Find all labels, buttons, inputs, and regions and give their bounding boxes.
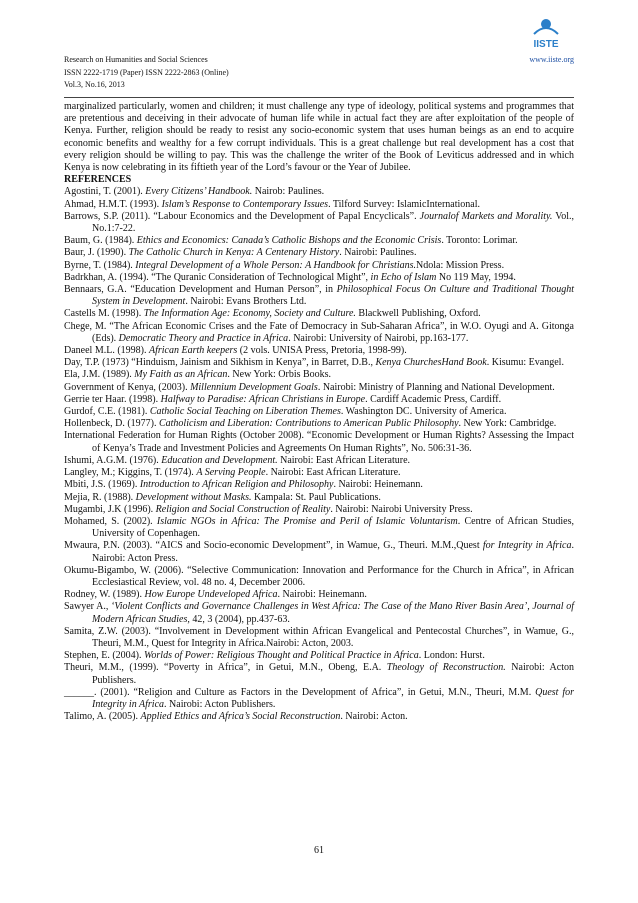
references-heading: REFERENCES — [64, 174, 132, 186]
reference-text: ______. (2001). “Religion and Culture as Factors in the Development of Africa”, in Getui, M.N., Theuri, M.M. — [64, 686, 536, 698]
reference-title: in Echo of Islam — [370, 271, 437, 283]
reference-entry — [64, 467, 574, 479]
journal-issn: ISSN 2222-1719 (Paper) ISSN 2222-2863 (Online) — [64, 67, 229, 77]
reference-text: Theuri, M.M., (1999). “Poverty in Africa”, in Getui, M.N., Obeng, E.A. — [64, 662, 387, 674]
page-number: 61 — [314, 845, 324, 856]
reference-entry — [64, 418, 574, 430]
reference-title: The Catholic Church in Kenya: A Centenary History — [128, 247, 340, 259]
reference-title: Worlds of Power: Religious Thought and Political Practice in Africa — [144, 650, 419, 662]
reference-text: Talimo, A. (2005). — [64, 711, 141, 723]
reference-text: Byrne, T. (1984). — [64, 259, 136, 271]
reference-title: Integral Development of a Whole Person: A Handbook for Christians. — [135, 259, 417, 271]
reference-entry — [64, 211, 574, 235]
reference-entry — [64, 247, 574, 259]
reference-text: Ishumi, A.G.M. (1976). — [64, 454, 162, 466]
reference-entry — [64, 540, 574, 564]
reference-text: Sawyer A., — [64, 601, 112, 613]
reference-text: . Nairobi: Acton. — [340, 711, 408, 723]
reference-text: Bennaars, G.A. “Education Development and Human Person”, in — [64, 284, 337, 296]
page-header — [64, 54, 574, 92]
reference-text: Nairobi: East African Literature. — [277, 454, 411, 466]
reference-entry — [64, 662, 574, 686]
reference-entry — [64, 186, 574, 198]
reference-entry — [64, 626, 574, 650]
reference-text: Kampala: St. Paul Publications. — [251, 491, 381, 503]
reference-entry — [64, 455, 574, 467]
reference-text: . Nairobi: East African Literature. — [265, 467, 401, 479]
reference-title: Quest for Integrity in Africa — [92, 686, 574, 710]
page-body — [64, 101, 574, 723]
reference-entry — [64, 406, 574, 418]
reference-title: A Serving People — [196, 467, 266, 479]
reference-text: Okumu-Bigambo, W. (2006). “Selective Communication: Innovation and Performance for the Church in Africa”, in African Ecclesiastical Review, vol. 48 no. 4, December 2006. — [64, 564, 574, 588]
reference-entry — [64, 589, 574, 601]
reference-list — [64, 186, 574, 723]
reference-title: Introduction to African Religion and Philosophy — [139, 479, 334, 491]
reference-title: Catholicism and Liberation: Contributions to American Public Philosophy — [158, 418, 459, 430]
reference-text: (2 vols. UNISA Press, Pretoria, 1998-99). — [237, 345, 407, 357]
reference-text: Mwaura, P.N. (2003). “AICS and Socio-economic Development”, in Wamue, G., Theuri. M.M.,Quest — [64, 540, 483, 552]
reference-text: International Federation for Human Rights (October 2008). “Economic Development or Human Rights? Assessing the Impact of Kenya’s Trade and Investment Policies and Agreements On Human Rights”, No. 506:31-36. — [64, 430, 574, 454]
reference-text: . London: Hurst. — [418, 650, 485, 662]
reference-text: Stephen, E. (2004). — [64, 650, 144, 662]
reference-title: Religion and Social Construction of Reality — [155, 503, 331, 515]
reference-text: . Kisumu: Evangel. — [486, 357, 564, 369]
reference-text: . Washington DC. University of America. — [340, 406, 507, 418]
reference-text: Vol., No.1:7-22. — [92, 210, 574, 235]
reference-title: How Europe Undeveloped Africa — [144, 589, 278, 601]
reference-text: . New York: Cambridge. — [458, 418, 557, 430]
reference-text: . Nairobi: Acton Publishers. — [164, 698, 276, 710]
reference-title: Halfway to Paradise: African Christians in Europe — [160, 393, 366, 405]
reference-entry — [64, 345, 574, 357]
reference-text: . Nairobi: Ministry of Planning and National Development. — [317, 381, 555, 393]
reference-text: . Toronto: Lorimar. — [441, 235, 518, 247]
iiste-logo — [520, 14, 572, 50]
reference-title: ‘Violent Conflicts and Governance Challenges in West Africa: The Case of the Mano River Basin Area’, Journal of Modern African Studies, — [92, 601, 574, 625]
reference-text: Nairob: Paulines. — [252, 186, 325, 198]
svg-text:IISTE: IISTE — [533, 39, 559, 50]
reference-text: . Nairobi: Evans Brothers Ltd. — [185, 296, 307, 308]
reference-title: for Integrity in Africa — [482, 540, 572, 552]
reference-entry — [64, 504, 574, 516]
header-divider — [64, 97, 574, 98]
reference-text: . New York: Orbis Books. — [227, 369, 332, 381]
reference-title: Islamic NGOs in Africa: The Promise and Peril of Islamic Voluntarism — [156, 515, 458, 527]
reference-title: Journalof Markets and Morality. — [419, 210, 553, 222]
reference-text: Hollenbeck, D. (1977). — [64, 418, 159, 430]
reference-title: Islam’s Response to Contemporary Issues — [161, 198, 329, 210]
reference-text: Ahmad, H.M.T. (1993). — [64, 198, 162, 210]
reference-text: Ela, J.M. (1989). — [64, 369, 135, 381]
reference-text: . Tilford Survey: IslamicInternational. — [328, 198, 480, 210]
reference-text: Castells M. (1998). — [64, 308, 144, 320]
reference-entry — [64, 430, 574, 454]
reference-entry — [64, 369, 574, 381]
reference-entry — [64, 260, 574, 272]
reference-entry — [64, 272, 574, 284]
reference-text: No 119 May, 1994. — [436, 271, 516, 283]
reference-text: Ndola: Mission Press. — [416, 259, 505, 271]
reference-title: Kenya ChurchesHand Book — [375, 357, 487, 369]
reference-text: Rodney, W. (1989). — [64, 589, 145, 601]
reference-text: Nairobi: Acton Publishers. — [92, 662, 574, 686]
journal-name: Research on Humanities and Social Sciences — [64, 55, 208, 64]
reference-text: . Nairobi: University of Nairobi, pp.163-177. — [288, 332, 469, 344]
reference-text: Gerrie ter Haar. (1998). — [64, 393, 161, 405]
reference-text: Badrkhan, A. (1994). “The Quranic Consideration of Technological Might”, — [64, 271, 371, 283]
reference-text: Langley, M.; Kiggins, T. (1974). — [64, 467, 197, 479]
reference-text: Agostini, T. (2001). — [64, 186, 146, 198]
reference-text: . Nairobi: Paulines. — [339, 247, 417, 259]
reference-title: The Information Age: Economy, Society and Culture. — [143, 308, 356, 320]
reference-entry — [64, 199, 574, 211]
reference-title: Philosophical Focus On Culture and Traditional Thought System in Development — [92, 284, 574, 308]
reference-entry — [64, 516, 574, 540]
reference-text: Day, T.P. (1973) “Hinduism, Jainism and Sikhism in Kenya”, in Barret, D.B., — [64, 357, 376, 369]
journal-url-link[interactable]: www.iiste.org — [529, 55, 574, 64]
reference-text: . Nairobi: Heinemann. — [277, 589, 367, 601]
body-paragraph: marginalized particularly, women and children; it must challenge any type of ideology, political systems and programmes that are pretentious and deceiving in their advocate of human life while in actual fact they are after exploitation of the people of Kenya. Further, religion should be ready to resist any socio-economic system that uses human beings as an end to acquire economic benefits and wealthy for a few corrupt individuals. This is a great challenge but real development has a cost that every religion should be willing to pay. This was the challenge the writer of the Book of Leviticus addressed and in which Kenya is now celebrating in its fiftieth year of the Lord’s favour or the Year of Jubilee. — [64, 101, 574, 174]
reference-entry — [64, 382, 574, 394]
reference-entry — [64, 235, 574, 247]
reference-title: Applied Ethics and Africa’s Social Reconstruction — [140, 711, 341, 723]
reference-text: . Centre of African Studies, University of Copenhagen. — [92, 515, 574, 540]
reference-text: . Cardiff Academic Press, Cardiff. — [365, 393, 502, 405]
reference-entry — [64, 357, 574, 369]
reference-text: Baur, J. (1990). — [64, 247, 129, 259]
reference-text: Mbiti, J.S. (1969). — [64, 479, 140, 491]
reference-text: Government of Kenya, (2003). — [64, 381, 191, 393]
reference-entry — [64, 687, 574, 711]
reference-title: Democratic Theory and Practice in Africa — [118, 332, 289, 344]
reference-title: Every Citizens’ Handbook. — [145, 186, 253, 198]
reference-text: . Nairobi: Nairobi University Press. — [330, 503, 473, 515]
reference-entry — [64, 321, 574, 345]
reference-entry — [64, 650, 574, 662]
reference-text: Mohamed, S. (2002). — [64, 515, 157, 527]
reference-text: Chege, M. “The African Economic Crises and the Fate of Democracy in Sub-Saharan Africa”, in W.O. Oyugi and A. Gitonga (Eds). — [64, 320, 574, 344]
reference-text: . Nairobi: Acton Press. — [92, 540, 574, 564]
reference-text: Mejia, R. (1988). — [64, 491, 136, 503]
reference-entry — [64, 492, 574, 504]
reference-text: . Nairobi: Heinemann. — [333, 479, 423, 491]
reference-text: Samita, Z.W. (2003). “Involvement in Development within African Evangelical and Pentecostal Churches”, in Wamue, G., Theuri, M.M., Quest for Integrity in Africa.Nairobi: Acton, 2003. — [64, 625, 574, 649]
reference-entry — [64, 711, 574, 723]
reference-title: Education and Development. — [161, 454, 278, 466]
reference-text: Mugambi, J.K (1996). — [64, 503, 156, 515]
reference-title: African Earth keepers — [148, 345, 238, 357]
reference-text: Blackwell Publishing, Oxford. — [355, 308, 481, 320]
reference-title: Development without Masks. — [135, 491, 252, 503]
reference-text: 42, 3 (2004), pp.437-63. — [189, 613, 290, 625]
reference-title: Ethics and Economics: Canada’s Catholic Bishops and the Economic Crisis — [136, 235, 442, 247]
reference-title: My Faith as an African — [134, 369, 228, 381]
reference-title: Catholic Social Teaching on Liberation Themes — [149, 406, 341, 418]
reference-title: Theology of Reconstruction. — [386, 662, 506, 674]
reference-text: Daneel M.L. (1998). — [64, 345, 149, 357]
reference-entry — [64, 479, 574, 491]
reference-entry — [64, 308, 574, 320]
journal-volume: Vol.3, No.16, 2013 — [64, 80, 125, 89]
reference-text: Gurdof, C.E. (1981). — [64, 406, 150, 418]
reference-text: Barrows, S.P. (2011). “Labour Economics and the Development of Papal Encyclicals”. — [64, 210, 420, 222]
reference-text: Baum, G. (1984). — [64, 235, 137, 247]
reference-entry — [64, 284, 574, 308]
reference-entry — [64, 394, 574, 406]
reference-title: Millennium Development Goals — [190, 381, 318, 393]
reference-entry — [64, 565, 574, 589]
reference-entry — [64, 601, 574, 625]
